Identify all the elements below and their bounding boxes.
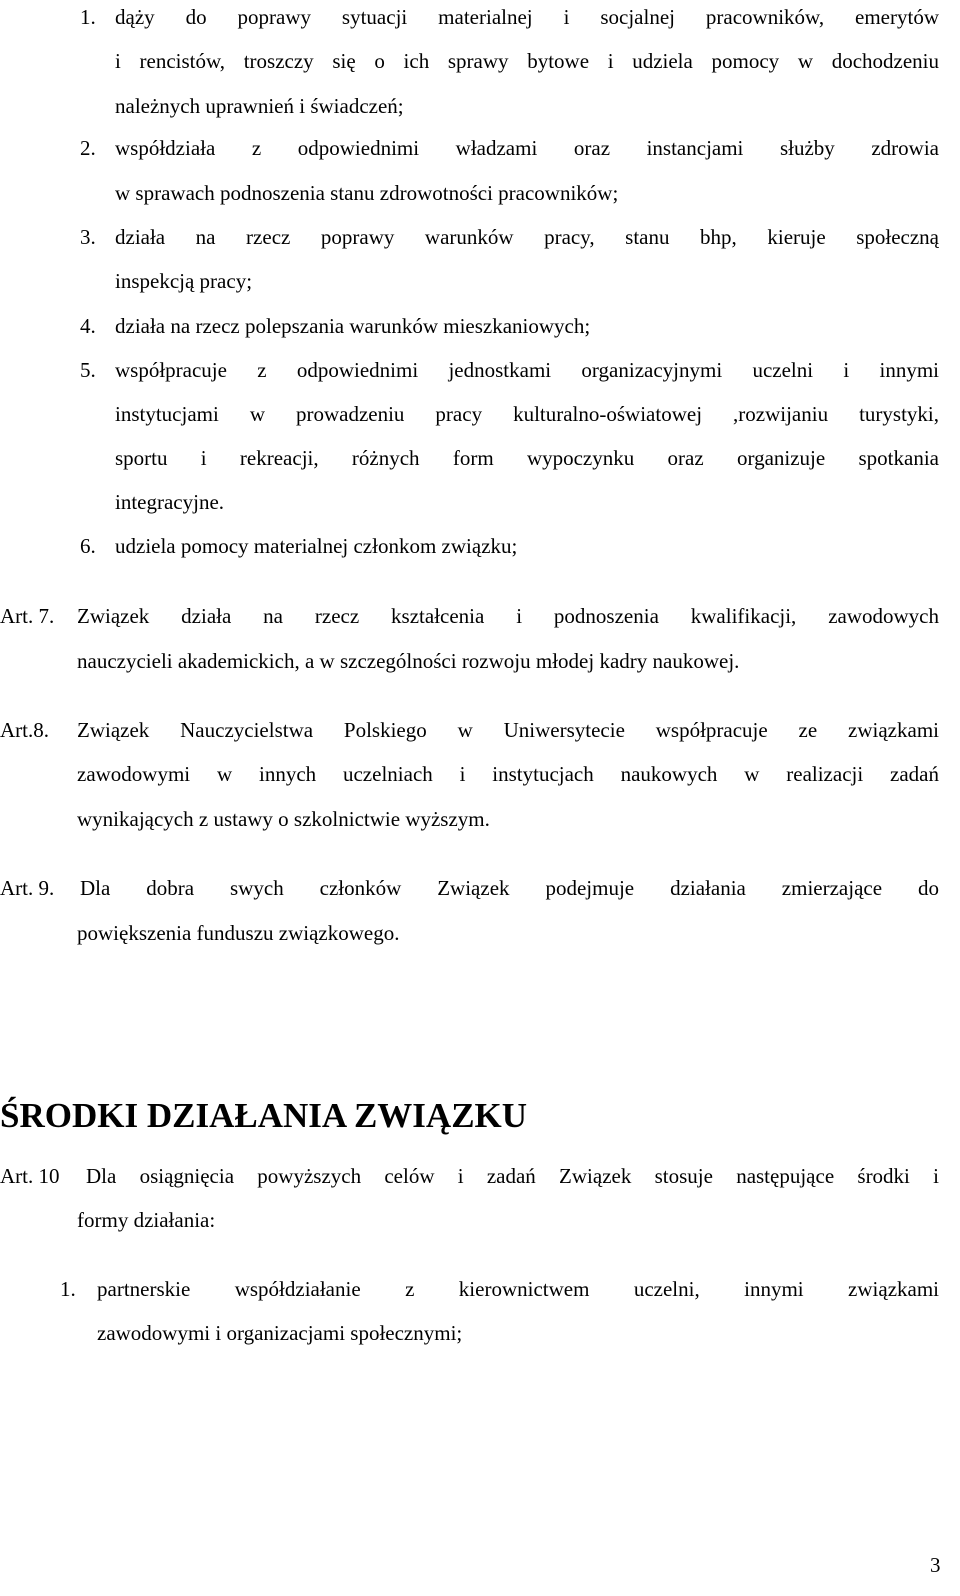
- list-number: 5.: [80, 358, 96, 382]
- list-number: 6.: [80, 534, 96, 558]
- article-text: powiększenia funduszu związkowego.: [77, 921, 400, 945]
- list-item-text: współpracuje z odpowiednimi jednostkami organizacyjnymi uczelni i innymi: [115, 358, 939, 382]
- list-item-text: działa na rzecz poprawy warunków pracy, stanu bhp, kieruje społeczną: [115, 225, 939, 249]
- list-item-text: i rencistów, troszczy się o ich sprawy bytowe i udziela pomocy w dochodzeniu: [115, 49, 939, 73]
- list-item-text: partnerskie współdziałanie z kierownictwem uczelni, innymi związkami: [97, 1277, 939, 1301]
- article-text: nauczycieli akademickich, a w szczególności rozwoju młodej kadry naukowej.: [77, 649, 740, 673]
- list-item-text: należnych uprawnień i świadczeń;: [115, 94, 404, 118]
- list-number: 3.: [80, 225, 96, 249]
- list-number: 4.: [80, 314, 96, 338]
- list-item-text: integracyjne.: [115, 490, 225, 514]
- list-number: 2.: [80, 136, 96, 160]
- article-text: zawodowymi w innych uczelniach i instytucjach naukowych w realizacji zadań: [77, 762, 939, 786]
- list-item-text: instytucjami w prowadzeniu pracy kulturalno-oświatowej ,rozwijaniu turystyki,: [115, 402, 939, 426]
- list-item-text: działa na rzecz polepszania warunków mieszkaniowych;: [115, 314, 591, 338]
- list-item-text: sportu i rekreacji, różnych form wypoczynku oraz organizuje spotkania: [115, 446, 939, 470]
- article-label: Art. 7.: [0, 604, 55, 628]
- article-text: formy działania:: [77, 1208, 216, 1232]
- list-item-text: inspekcją pracy;: [115, 269, 253, 293]
- article-label: Art. 9.: [0, 876, 55, 900]
- list-item-text: udziela pomocy materialnej członkom związku;: [115, 534, 518, 558]
- article-text: Związek działa na rzecz kształcenia i podnoszenia kwalifikacji, zawodowych: [77, 604, 939, 628]
- article-label: Art. 10: [0, 1164, 60, 1188]
- section-heading: ŚRODKI DZIAŁANIA ZWIĄZKU: [0, 1096, 528, 1135]
- article-text: Dla dobra swych członków Związek podejmuje działania zmierzające do: [80, 876, 939, 900]
- list-item-text: zawodowymi i organizacjami społecznymi;: [97, 1321, 463, 1345]
- list-number: 1.: [80, 5, 96, 29]
- list-item-text: dąży do poprawy sytuacji materialnej i socjalnej pracowników, emerytów: [115, 5, 939, 29]
- article-text: Związek Nauczycielstwa Polskiego w Uniwersytecie współpracuje ze związkami: [77, 718, 939, 742]
- list-item-text: w sprawach podnoszenia stanu zdrowotności pracowników;: [115, 181, 619, 205]
- list-item-text: współdziała z odpowiednimi władzami oraz instancjami służby zdrowia: [115, 136, 939, 160]
- page-number: 3: [930, 1553, 941, 1577]
- article-label: Art.8.: [0, 718, 49, 742]
- article-text: wynikających z ustawy o szkolnictwie wyższym.: [77, 807, 490, 831]
- article-text: Dla osiągnięcia powyższych celów i zadań Związek stosuje następujące środki i: [86, 1164, 939, 1188]
- list-number: 1.: [60, 1277, 76, 1301]
